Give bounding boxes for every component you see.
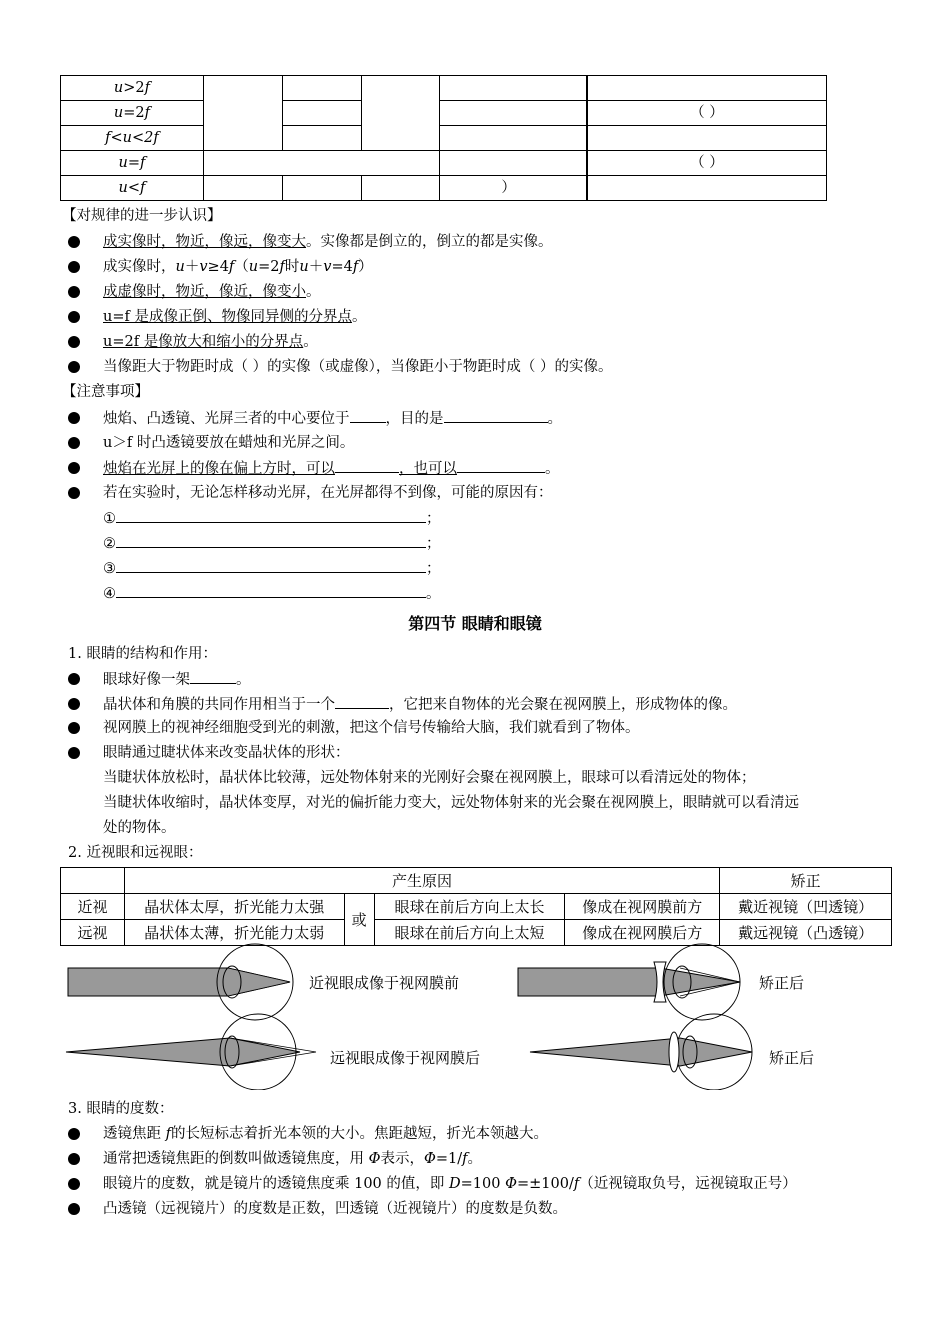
power-item: 眼镜片的度数，就是镜片的透镜焦度乘 100 的值，即 D=100 Φ=±100/f（近视镜取负号，远视镜取正号） (103, 1176, 797, 1192)
power-item: 凸透镜（远视镜片）的度数是正数，凹透镜（近视镜片）的度数是负数。 (103, 1201, 567, 1217)
note-item: 烛焰在光屏上的像在偏上方时，可以 ，也可以 。 (103, 458, 560, 479)
rule-item: 成虚像时，物近，像近，像变小。 (103, 284, 321, 300)
paren-cell: （ ） (587, 151, 827, 176)
bullet-icon (68, 286, 80, 298)
note-item: 若在实验时，无论怎样移动光屏，在光屏都得不到像，可能的原因有： (103, 485, 553, 501)
condition-cell: u=2f (61, 101, 204, 126)
condition-cell: f<u<2f (61, 126, 204, 151)
eye-item-line: 处的物体。 (103, 820, 176, 836)
hyperopia-diagram (66, 1014, 316, 1090)
rule-item: 成实像时，物近，像远，像变大。实像都是倒立的，倒立的都是实像。 (103, 234, 553, 250)
table-row (61, 176, 827, 201)
bullet-icon (68, 437, 80, 449)
table-row (61, 101, 827, 126)
rules-heading: 【对规律的进一步认识】 (62, 208, 222, 224)
table-header-row (61, 868, 892, 894)
power-item: 透镜焦距 f的长短标志着折光本领的大小。焦距越短，折光本领越大。 (103, 1126, 548, 1142)
bullet-icon (68, 1178, 80, 1190)
reason-line: ③ ； (103, 558, 441, 579)
close-paren-cell: ） (440, 176, 587, 201)
rule-item: 当像距大于物距时成（ ）的实像（或虚像），当像距小于物距时成（ ）的实像。 (103, 359, 613, 375)
rule-item: u=f 是成像正倒、物像同异侧的分界点。 (103, 309, 367, 325)
header-fix: 矫正 (720, 868, 892, 894)
myopia-corrected-diagram (518, 944, 740, 1020)
note-item: 烛焰、凸透镜、光屏三者的中心要位于 ，目的是 。 (103, 408, 562, 429)
eye-item: 眼球好像一架 。 (103, 669, 251, 690)
header-cause: 产生原因 (124, 868, 719, 894)
table-row: 近视 晶状体太厚，折光能力太强 或 眼球在前后方向上太长 像成在视网膜前方 戴近视镜（凹透镜） (61, 894, 892, 920)
note-item: u＞f 时凸透镜要放在蜡烛和光屏之间。 (103, 435, 355, 451)
bullet-icon (68, 1203, 80, 1215)
section-title: 第四节 眼睛和眼镜 (408, 614, 542, 633)
bullet-icon (68, 747, 80, 759)
eye-item: 视网膜上的视神经细胞受到光的刺激，把这个信号传输给大脑，我们就看到了物体。 (103, 720, 640, 736)
bullet-icon (68, 361, 80, 373)
table-row (61, 76, 827, 101)
hyperopia-corrected-diagram (530, 1014, 752, 1090)
bullet-icon (68, 236, 80, 248)
or-cell: 或 (344, 894, 374, 946)
paren-cell: （ ） (587, 101, 827, 126)
hyperopia-label: 远视眼成像于视网膜后 (330, 1049, 481, 1067)
myopia-fix-label: 矫正后 (759, 974, 805, 992)
bullet-icon (68, 1153, 80, 1165)
table-row (61, 126, 827, 151)
bullet-icon (68, 311, 80, 323)
hyperopia-fix-label: 矫正后 (769, 1049, 815, 1067)
table-row (61, 151, 827, 176)
bullet-icon (68, 698, 80, 710)
vision-table (60, 867, 892, 946)
condition-cell: u<f (61, 176, 204, 201)
bullet-icon (68, 722, 80, 734)
reason-line: ④ 。 (103, 583, 441, 604)
eye-item-line: 当睫状体放松时，晶状体比较薄，远处物体射来的光刚好会聚在视网膜上，眼球可以看清远处的物体； (103, 770, 756, 786)
bullet-icon (68, 261, 80, 273)
bullet-icon (68, 336, 80, 348)
para-heading: 3. 眼睛的度数： (68, 1101, 174, 1117)
reason-line: ② ； (103, 533, 441, 554)
myopia-diagram (68, 944, 293, 1020)
bullet-icon (68, 487, 80, 499)
eye-item: 晶状体和角膜的共同作用相当于一个 ，它把来自物体的光会聚在视网膜上，形成物体的像。 (103, 694, 737, 715)
condition-cell: u=f (61, 151, 204, 176)
rule-item: 成实像时，u＋v≥4f（u=2f时u＋v=4f） (103, 259, 373, 275)
table-row: 远视 晶状体太薄，折光能力太弱 眼球在前后方向上太短 像成在视网膜后方 戴远视镜（凸透镜） (61, 920, 892, 946)
eye-item: 眼睛通过睫状体来改变晶状体的形状： (103, 745, 350, 761)
bullet-icon (68, 1128, 80, 1140)
lens-rule-table (60, 75, 827, 201)
condition-cell: u>2f (61, 76, 204, 101)
para-heading: 1. 眼睛的结构和作用： (68, 646, 217, 662)
bullet-icon (68, 412, 80, 424)
eye-item-line: 当睫状体收缩时，晶状体变厚，对光的偏折能力变大，远处物体射来的光会聚在视网膜上，眼睛就可以看清远 (103, 795, 799, 811)
para-heading: 2. 近视眼和远视眼： (68, 845, 203, 861)
reason-line: ① ； (103, 508, 441, 529)
notes-heading: 【注意事项】 (62, 384, 149, 400)
bullet-icon (68, 673, 80, 685)
myopia-label: 近视眼成像于视网膜前 (309, 974, 460, 992)
bullet-icon (68, 462, 80, 474)
rule-item: u=2f 是像放大和缩小的分界点。 (103, 334, 318, 350)
power-item: 通常把透镜焦距的倒数叫做透镜焦度，用 Φ表示，Φ=1/f。 (103, 1151, 483, 1167)
